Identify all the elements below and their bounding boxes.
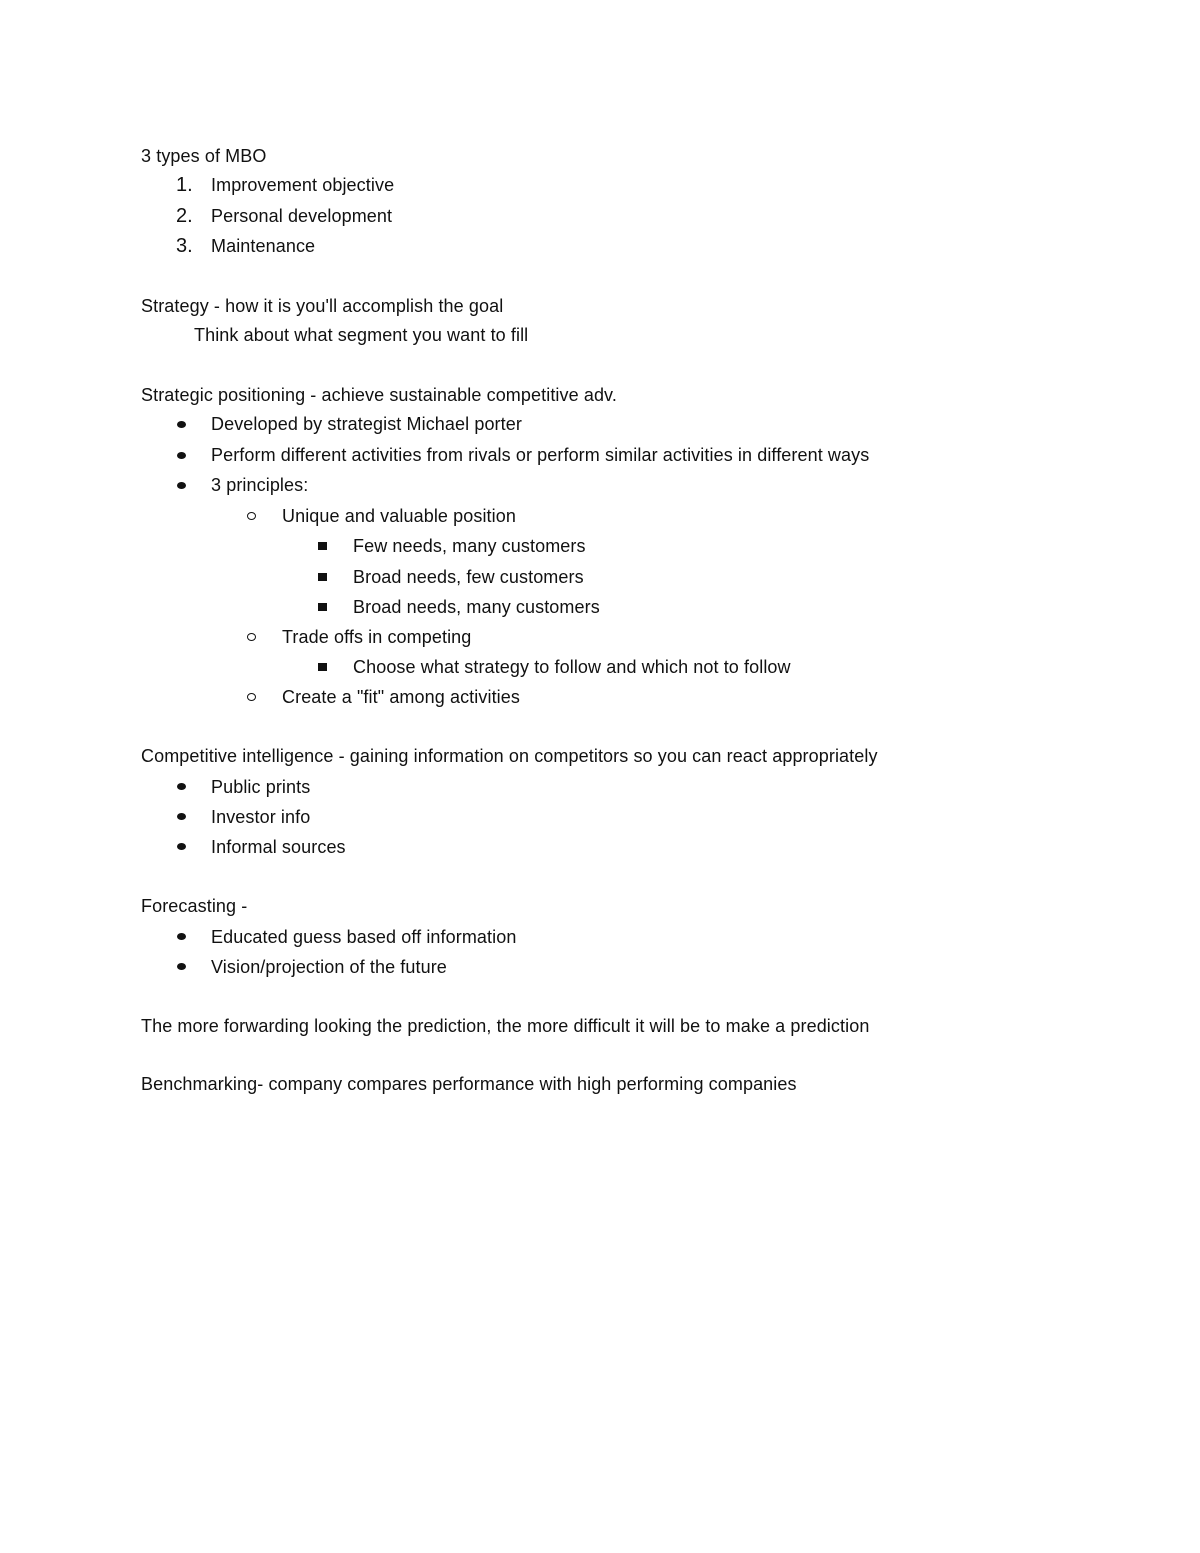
bullet-icon [177,933,186,940]
forecasting-heading: Forecasting - [141,896,248,916]
list-number: 1. [176,174,193,196]
list-item: Few needs, many customers [353,536,586,556]
square-bullet-icon [318,663,327,671]
list-item: Informal sources [211,837,346,857]
list-item: Improvement objective [211,175,395,195]
list-item: Developed by strategist Michael porter [211,414,522,434]
list-item: Educated guess based off information [211,927,517,947]
strategy-note: Think about what segment you want to fill [194,325,529,345]
list-number: 2. [176,205,193,227]
list-item: Create a "fit" among activities [282,687,520,707]
circle-bullet-icon [247,512,256,520]
positioning-heading: Strategic positioning - achieve sustainable competitive adv. [141,385,617,405]
bullet-icon [177,452,186,459]
list-item: Perform different activities from rivals or perform similar activities in different ways [211,445,870,465]
strategy-heading: Strategy - how it is you'll accomplish the goal [141,296,504,316]
bullet-icon [177,482,186,489]
list-number: 3. [176,235,193,257]
list-item: Trade offs in competing [282,627,472,647]
bullet-icon [177,783,186,790]
bullet-icon [177,963,186,970]
square-bullet-icon [318,542,327,550]
list-item: Vision/projection of the future [211,957,447,977]
intelligence-heading: Competitive intelligence - gaining information on competitors so you can react appropriately [141,746,878,766]
list-item: Public prints [211,777,311,797]
bullet-icon [177,843,186,850]
square-bullet-icon [318,573,327,581]
prediction-note: The more forwarding looking the prediction, the more difficult it will be to make a prediction [141,1016,870,1036]
circle-bullet-icon [247,693,256,701]
mbo-heading: 3 types of MBO [141,146,267,166]
circle-bullet-icon [247,633,256,641]
list-item: Maintenance [211,236,316,256]
list-item: Broad needs, few customers [353,567,584,587]
bullet-icon [177,421,186,428]
list-item: Personal development [211,206,393,226]
list-item: Unique and valuable position [282,506,516,526]
list-item: Choose what strategy to follow and which not to follow [353,657,791,677]
list-item: Broad needs, many customers [353,597,600,617]
list-item: 3 principles: [211,475,309,495]
list-item: Investor info [211,807,311,827]
square-bullet-icon [318,603,327,611]
benchmarking-line: Benchmarking- company compares performance with high performing companies [141,1074,797,1094]
bullet-icon [177,813,186,820]
